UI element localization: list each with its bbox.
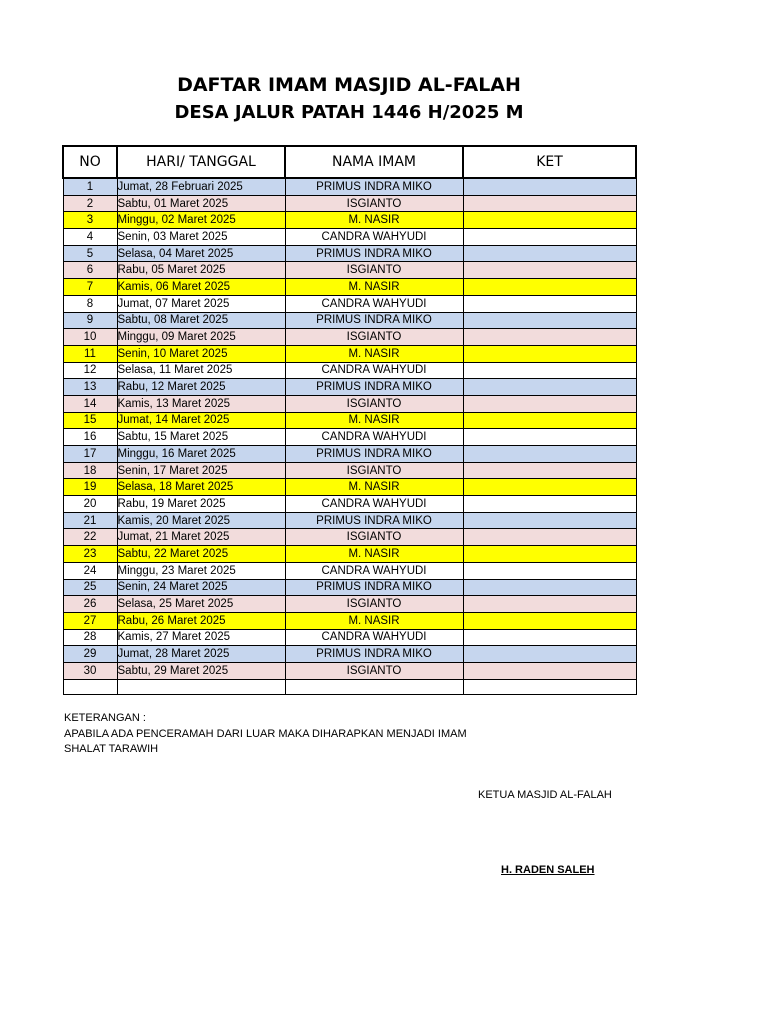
row-day-date: Rabu, 05 Maret 2025 xyxy=(117,262,285,279)
row-day-date: Kamis, 27 Maret 2025 xyxy=(117,629,285,646)
signature-title: KETUA MASJID AL-FALAH xyxy=(478,789,612,801)
table-row xyxy=(63,245,636,262)
row-day-date: Senin, 10 Maret 2025 xyxy=(117,345,285,362)
row-day-date: Minggu, 16 Maret 2025 xyxy=(117,446,285,463)
table-row-empty xyxy=(63,679,636,694)
row-imam-name: PRIMUS INDRA MIKO xyxy=(285,245,463,262)
table-row xyxy=(63,596,636,613)
row-imam-name: ISGIANTO xyxy=(285,462,463,479)
row-ket xyxy=(463,646,636,663)
empty-cell xyxy=(463,679,636,694)
row-day-date: Jumat, 07 Maret 2025 xyxy=(117,295,285,312)
table-row xyxy=(63,529,636,546)
row-ket xyxy=(463,178,636,195)
row-ket xyxy=(463,579,636,596)
table-row xyxy=(63,496,636,513)
row-ket xyxy=(463,212,636,229)
row-number: 2 xyxy=(63,195,117,212)
row-number: 7 xyxy=(63,279,117,296)
row-imam-name: PRIMUS INDRA MIKO xyxy=(285,579,463,596)
table-row xyxy=(63,562,636,579)
row-imam-name: CANDRA WAHYUDI xyxy=(285,629,463,646)
row-ket xyxy=(463,429,636,446)
table-row xyxy=(63,379,636,396)
row-imam-name: CANDRA WAHYUDI xyxy=(285,362,463,379)
row-number: 14 xyxy=(63,395,117,412)
table-row xyxy=(63,462,636,479)
row-day-date: Sabtu, 01 Maret 2025 xyxy=(117,195,285,212)
row-number: 29 xyxy=(63,646,117,663)
empty-cell xyxy=(285,679,463,694)
row-ket xyxy=(463,279,636,296)
notes-line-1: APABILA ADA PENCERAMAH DARI LUAR MAKA DIHARAPKAN MENJADI IMAM xyxy=(64,728,467,740)
row-imam-name: M. NASIR xyxy=(285,412,463,429)
row-ket xyxy=(463,612,636,629)
row-number: 26 xyxy=(63,596,117,613)
row-imam-name: M. NASIR xyxy=(285,345,463,362)
table-row xyxy=(63,312,636,329)
row-day-date: Kamis, 06 Maret 2025 xyxy=(117,279,285,296)
row-number: 12 xyxy=(63,362,117,379)
row-ket xyxy=(463,512,636,529)
row-number: 21 xyxy=(63,512,117,529)
row-ket xyxy=(463,229,636,246)
table-row xyxy=(63,279,636,296)
row-ket xyxy=(463,295,636,312)
row-ket xyxy=(463,412,636,429)
table-row xyxy=(63,345,636,362)
row-day-date: Minggu, 09 Maret 2025 xyxy=(117,329,285,346)
table-row xyxy=(63,262,636,279)
table-body xyxy=(63,178,636,694)
row-imam-name: CANDRA WAHYUDI xyxy=(285,295,463,312)
row-imam-name: CANDRA WAHYUDI xyxy=(285,429,463,446)
row-day-date: Selasa, 11 Maret 2025 xyxy=(117,362,285,379)
table-row xyxy=(63,612,636,629)
row-number: 20 xyxy=(63,496,117,513)
row-ket xyxy=(463,395,636,412)
row-ket xyxy=(463,496,636,513)
header-ket: KET xyxy=(463,146,636,178)
table-row xyxy=(63,412,636,429)
row-day-date: Rabu, 12 Maret 2025 xyxy=(117,379,285,396)
row-day-date: Minggu, 02 Maret 2025 xyxy=(117,212,285,229)
row-ket xyxy=(463,446,636,463)
row-imam-name: PRIMUS INDRA MIKO xyxy=(285,446,463,463)
row-day-date: Jumat, 21 Maret 2025 xyxy=(117,529,285,546)
row-day-date: Rabu, 19 Maret 2025 xyxy=(117,496,285,513)
row-imam-name: PRIMUS INDRA MIKO xyxy=(285,312,463,329)
row-number: 6 xyxy=(63,262,117,279)
row-number: 28 xyxy=(63,629,117,646)
row-ket xyxy=(463,662,636,679)
row-number: 19 xyxy=(63,479,117,496)
row-ket xyxy=(463,379,636,396)
row-number: 13 xyxy=(63,379,117,396)
table-row xyxy=(63,362,636,379)
row-day-date: Selasa, 18 Maret 2025 xyxy=(117,479,285,496)
row-day-date: Senin, 24 Maret 2025 xyxy=(117,579,285,596)
document-subtitle: DESA JALUR PATAH 1446 H/2025 M xyxy=(174,102,524,123)
table-row xyxy=(63,429,636,446)
row-ket xyxy=(463,329,636,346)
row-number: 25 xyxy=(63,579,117,596)
row-day-date: Jumat, 14 Maret 2025 xyxy=(117,412,285,429)
row-number: 1 xyxy=(63,178,117,195)
row-ket xyxy=(463,596,636,613)
table-row xyxy=(63,446,636,463)
row-number: 16 xyxy=(63,429,117,446)
row-ket xyxy=(463,462,636,479)
table-row xyxy=(63,229,636,246)
row-imam-name: CANDRA WAHYUDI xyxy=(285,496,463,513)
row-ket xyxy=(463,529,636,546)
row-number: 18 xyxy=(63,462,117,479)
row-day-date: Senin, 03 Maret 2025 xyxy=(117,229,285,246)
table-row xyxy=(63,395,636,412)
header-imam-name: NAMA IMAM xyxy=(285,146,463,178)
row-number: 3 xyxy=(63,212,117,229)
row-imam-name: ISGIANTO xyxy=(285,529,463,546)
table-row xyxy=(63,629,636,646)
table-row xyxy=(63,195,636,212)
row-day-date: Minggu, 23 Maret 2025 xyxy=(117,562,285,579)
row-day-date: Sabtu, 08 Maret 2025 xyxy=(117,312,285,329)
row-day-date: Senin, 17 Maret 2025 xyxy=(117,462,285,479)
row-day-date: Jumat, 28 Februari 2025 xyxy=(117,178,285,195)
table-row xyxy=(63,646,636,663)
row-imam-name: ISGIANTO xyxy=(285,195,463,212)
row-day-date: Sabtu, 29 Maret 2025 xyxy=(117,662,285,679)
row-number: 22 xyxy=(63,529,117,546)
row-imam-name: M. NASIR xyxy=(285,612,463,629)
row-number: 8 xyxy=(63,295,117,312)
row-imam-name: M. NASIR xyxy=(285,546,463,563)
row-ket xyxy=(463,362,636,379)
row-ket xyxy=(463,479,636,496)
row-imam-name: CANDRA WAHYUDI xyxy=(285,229,463,246)
row-imam-name: M. NASIR xyxy=(285,212,463,229)
imam-roster-table xyxy=(62,145,637,695)
row-imam-name: PRIMUS INDRA MIKO xyxy=(285,379,463,396)
row-number: 17 xyxy=(63,446,117,463)
row-imam-name: M. NASIR xyxy=(285,279,463,296)
row-day-date: Kamis, 20 Maret 2025 xyxy=(117,512,285,529)
row-ket xyxy=(463,195,636,212)
row-imam-name: ISGIANTO xyxy=(285,596,463,613)
table-row xyxy=(63,178,636,195)
notes-heading: KETERANGAN : xyxy=(64,712,146,724)
row-number: 11 xyxy=(63,345,117,362)
row-imam-name: ISGIANTO xyxy=(285,662,463,679)
table-row xyxy=(63,579,636,596)
row-imam-name: ISGIANTO xyxy=(285,329,463,346)
row-ket xyxy=(463,562,636,579)
row-ket xyxy=(463,245,636,262)
row-imam-name: ISGIANTO xyxy=(285,262,463,279)
row-day-date: Selasa, 04 Maret 2025 xyxy=(117,245,285,262)
signature-name: H. RADEN SALEH xyxy=(501,864,595,876)
table-row xyxy=(63,662,636,679)
row-imam-name: M. NASIR xyxy=(285,479,463,496)
row-number: 24 xyxy=(63,562,117,579)
row-day-date: Kamis, 13 Maret 2025 xyxy=(117,395,285,412)
row-number: 15 xyxy=(63,412,117,429)
empty-cell xyxy=(117,679,285,694)
row-ket xyxy=(463,262,636,279)
row-number: 4 xyxy=(63,229,117,246)
row-day-date: Rabu, 26 Maret 2025 xyxy=(117,612,285,629)
row-day-date: Sabtu, 15 Maret 2025 xyxy=(117,429,285,446)
row-imam-name: PRIMUS INDRA MIKO xyxy=(285,512,463,529)
table-row xyxy=(63,512,636,529)
table-header-row xyxy=(63,146,636,178)
table-row xyxy=(63,546,636,563)
row-number: 23 xyxy=(63,546,117,563)
row-day-date: Sabtu, 22 Maret 2025 xyxy=(117,546,285,563)
row-imam-name: ISGIANTO xyxy=(285,395,463,412)
row-day-date: Jumat, 28 Maret 2025 xyxy=(117,646,285,663)
empty-cell xyxy=(63,679,117,694)
table-row xyxy=(63,295,636,312)
row-imam-name: CANDRA WAHYUDI xyxy=(285,562,463,579)
row-number: 9 xyxy=(63,312,117,329)
table-row xyxy=(63,329,636,346)
table-row xyxy=(63,212,636,229)
row-ket xyxy=(463,345,636,362)
row-number: 30 xyxy=(63,662,117,679)
row-number: 27 xyxy=(63,612,117,629)
row-number: 5 xyxy=(63,245,117,262)
row-number: 10 xyxy=(63,329,117,346)
row-day-date: Selasa, 25 Maret 2025 xyxy=(117,596,285,613)
row-ket xyxy=(463,546,636,563)
header-no: NO xyxy=(63,146,117,178)
header-day-date: HARI/ TANGGAL xyxy=(117,146,285,178)
row-ket xyxy=(463,312,636,329)
table-row xyxy=(63,479,636,496)
row-imam-name: PRIMUS INDRA MIKO xyxy=(285,178,463,195)
notes-line-2: SHALAT TARAWIH xyxy=(64,743,159,755)
row-ket xyxy=(463,629,636,646)
row-imam-name: PRIMUS INDRA MIKO xyxy=(285,646,463,663)
document-title: DAFTAR IMAM MASJID AL-FALAH xyxy=(177,74,521,96)
